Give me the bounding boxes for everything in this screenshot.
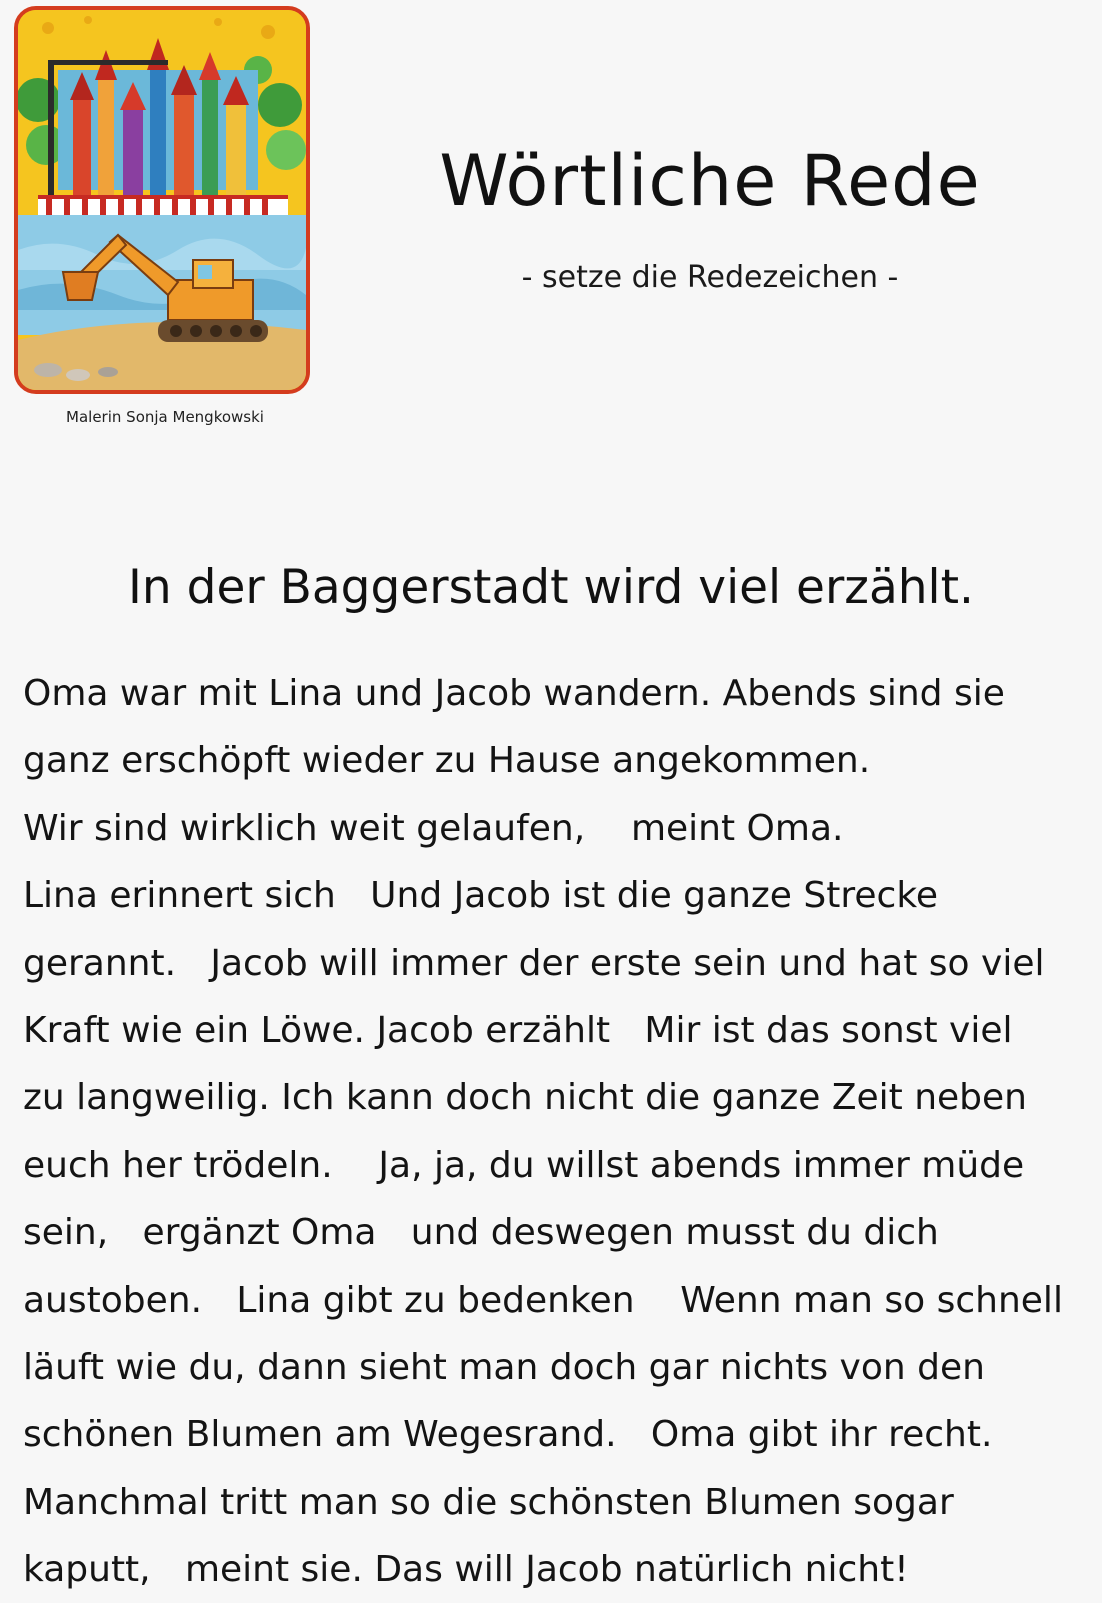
story-line: euch her trödeln. Ja, ja, du willst abends immer müde	[23, 1144, 1025, 1186]
story-line: Kraft wie ein Löwe. Jacob erzählt Mir ist das sonst viel	[23, 1009, 1013, 1051]
story-line: Lina erinnert sich Und Jacob ist die ganze Strecke	[23, 875, 939, 917]
story-line: sein, ergänzt Oma und deswegen musst du dich	[23, 1212, 939, 1254]
story-line: Oma war mit Lina und Jacob wandern. Abends sind sie	[23, 673, 1005, 714]
excavator-town-painting	[18, 10, 306, 390]
story-text	[23, 660, 1083, 1603]
story-line: Manchmal tritt man so die schönsten Blumen sogar	[23, 1481, 954, 1523]
page-title: Wörtliche Rede	[439, 140, 981, 222]
page-subtitle: - setze die Redezeichen -	[521, 260, 899, 295]
story-line: schönen Blumen am Wegesrand. Oma gibt ihr recht.	[23, 1414, 993, 1456]
story-line: Wir sind wirklich weit gelaufen, meint Oma.	[23, 807, 844, 849]
illustration-caption: Malerin Sonja Mengkowski	[66, 408, 264, 426]
story-title: In der Baggerstadt wird viel erzählt.	[128, 560, 974, 615]
story-line: zu langweilig. Ich kann doch nicht die ganze Zeit neben	[23, 1077, 1027, 1119]
story-line: austoben. Lina gibt zu bedenken Wenn man so schnell	[23, 1279, 1063, 1321]
story-line: kaputt, meint sie. Das will Jacob natürlich nicht!	[23, 1549, 909, 1591]
story-line: läuft wie du, dann sieht man doch gar nichts von den	[23, 1346, 985, 1388]
painting-illustration	[14, 6, 310, 394]
story-line: ganz erschöpft wieder zu Hause angekommen.	[23, 740, 871, 782]
story-line: gerannt. Jacob will immer der erste sein und hat so viel	[23, 942, 1045, 984]
